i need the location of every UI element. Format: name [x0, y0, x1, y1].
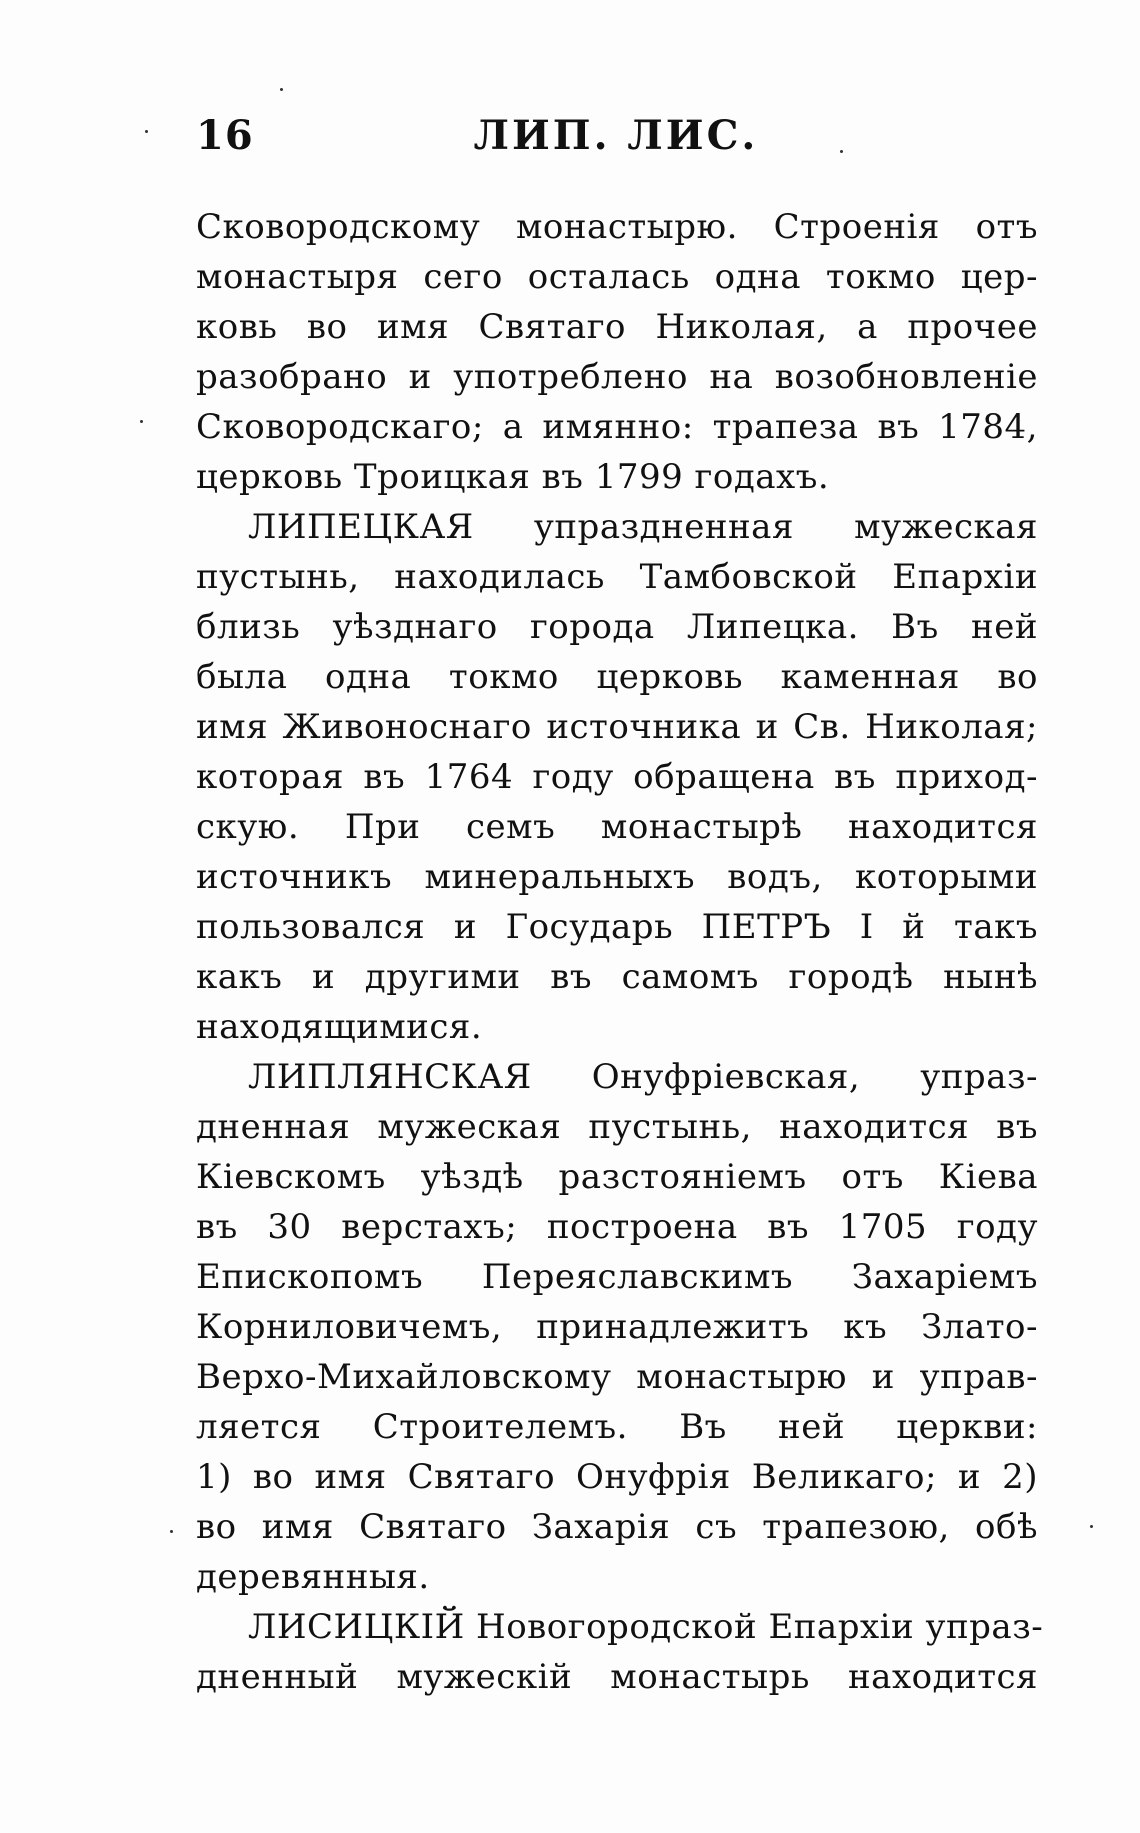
text-line: пустынь, находилась Тамбовской Епархіи [196, 557, 1038, 597]
entry-heading-line: ЛИПЛЯНСКАЯ Онуфріевская, упраз- [248, 1057, 1038, 1097]
scan-speck [140, 420, 143, 423]
text-line: Кіевскомъ уѣздѣ разстояніемъ отъ Кіева [196, 1157, 1038, 1197]
text-line: ковь во имя Святаго Николая, а прочее [196, 307, 1038, 347]
text-line: дненная мужеская пустынь, находится въ [196, 1107, 1038, 1147]
scan-speck [170, 1530, 173, 1533]
scan-speck [840, 150, 843, 153]
text-line: Корниловичемъ, принадлежитъ къ Злато- [196, 1307, 1038, 1347]
text-line: была одна токмо церковь каменная во [196, 657, 1038, 697]
scan-speck [280, 88, 283, 91]
running-head [196, 112, 1036, 172]
text-line: скую. При семъ монастырѣ находится [196, 807, 1038, 847]
text-line: дненный мужескій монастырь находится [196, 1657, 1038, 1697]
text-line: 1) во имя Святаго Онуфрія Великаго; и 2) [196, 1457, 1038, 1497]
text-line: Верхо-Михайловскому монастырю и управ- [196, 1357, 1038, 1397]
text-line: пользовался и Государь ПЕТРЪ I й такъ [196, 907, 1038, 947]
text-line: источникъ минеральныхъ водъ, которыми [196, 857, 1038, 897]
body-text [196, 202, 1044, 1702]
text-line: во имя Святаго Захарія съ трапезою, обѣ [196, 1507, 1038, 1547]
text-line: имя Живоноснаго источника и Св. Николая; [196, 707, 1038, 747]
text-line: въ 30 верстахъ; построена въ 1705 году [196, 1207, 1038, 1247]
page-number: 16 [196, 112, 254, 159]
text-line: монастыря сего осталась одна токмо цер- [196, 257, 1038, 297]
text-line: которая въ 1764 году обращена въ приход- [196, 757, 1038, 797]
text-line: Сковородскому монастырю. Строенія отъ [196, 207, 1038, 247]
text-line: находящимися. [196, 1007, 483, 1047]
scan-speck [145, 130, 148, 133]
text-line: Сковородскаго; а имянно: трапеза въ 1784, [196, 407, 1038, 447]
text-line: разобрано и употреблено на возобновленіе [196, 357, 1038, 397]
text-line: близь уѣзднаго города Липецка. Въ ней [196, 607, 1038, 647]
text-line: церковь Троицкая въ 1799 годахъ. [196, 457, 830, 497]
scan-speck [1090, 1525, 1093, 1528]
entry-heading-line: ЛИСИЦКІЙ Новогородской Епархіи упраз- [248, 1607, 1044, 1647]
running-title: ЛИП. ЛИС. [473, 112, 759, 159]
text-line: деревянныя. [196, 1557, 430, 1597]
text-line: Епископомъ Переяславскимъ Захаріемъ [196, 1257, 1038, 1297]
text-line: ляется Строителемъ. Въ ней церкви: [196, 1407, 1038, 1447]
text-line: какъ и другими въ самомъ городѣ нынѣ [196, 957, 1038, 997]
entry-heading-line: ЛИПЕЦКАЯ упраздненная мужеская [248, 507, 1038, 547]
